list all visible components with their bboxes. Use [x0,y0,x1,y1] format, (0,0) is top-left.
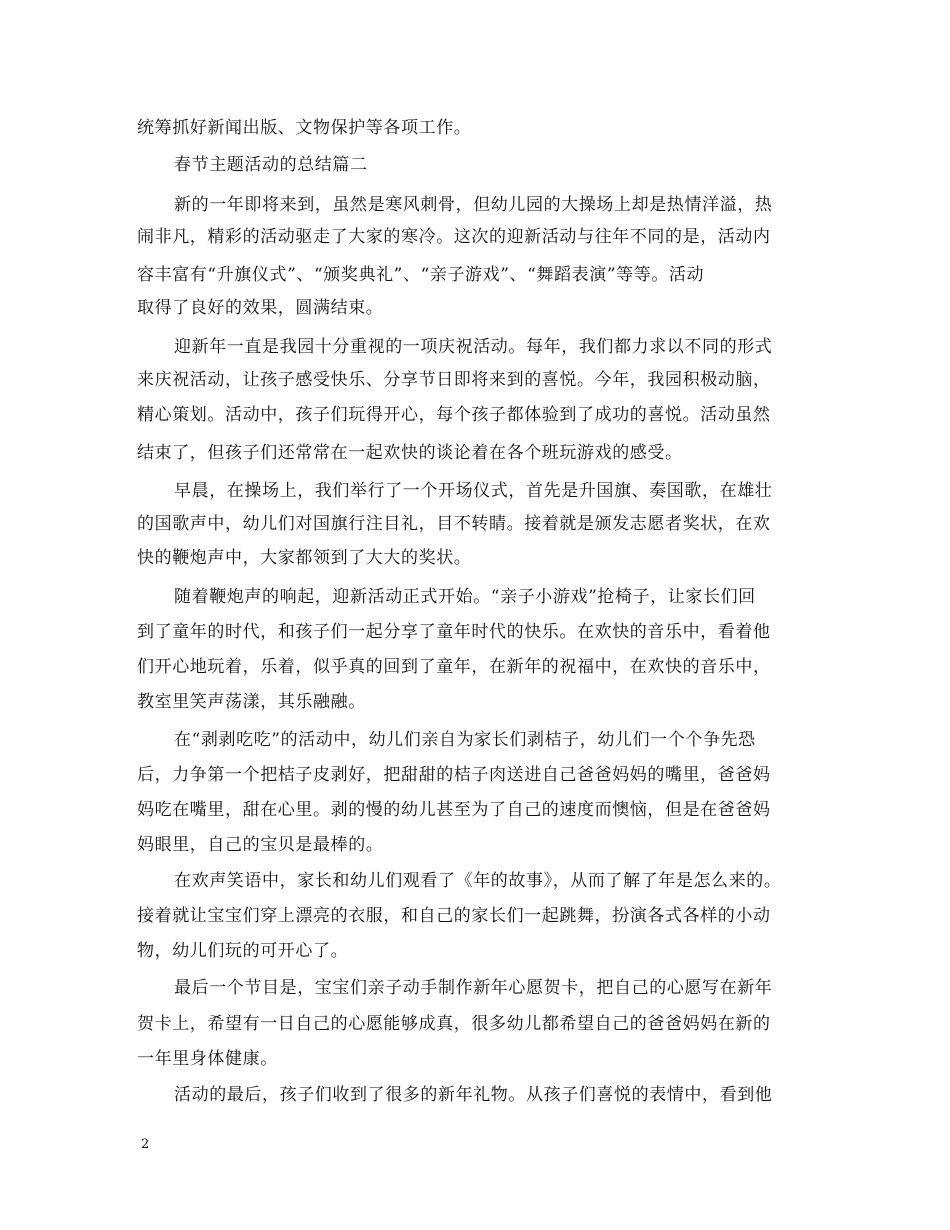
text-line: 到了童年的时代，和孩子们一起分享了童年时代的快乐。在欢快的音乐中，看着他 [137,622,771,642]
text-line: 后，力争第一个把桔子皮剥好，把甜甜的桔子肉送进自己爸爸妈妈的嘴里，爸爸妈 [137,765,771,785]
text-line: 迎新年一直是我园十分重视的一项庆祝活动。每年，我们都力求以不同的形式 [174,337,773,357]
text-line: 贺卡上，希望有一日自己的心愿能够成真，很多幼儿都希望自己的爸爸妈妈在新的 [137,1014,771,1034]
text-line: 新的一年即将来到，虽然是寒风刺骨，但幼儿园的大操场上却是热情洋溢，热 [174,195,773,215]
text-line: 闹非凡，精彩的活动驱走了大家的寒冷。这次的迎新活动与往年不同的是，活动内 [137,227,771,247]
text-line: 的国歌声中，幼儿们对国旗行注目礼，目不转睛。接着就是颁发志愿者奖状，在欢 [137,514,771,534]
text-line: 早晨，在操场上，我们举行了一个开场仪式，首先是升国旗、奏国歌，在雄壮 [174,481,773,501]
text-line: 活动的最后，孩子们收到了很多的新年礼物。从孩子们喜悦的表情中，看到他 [174,1085,773,1105]
text-line: 在欢声笑语中，家长和幼儿们观看了《年的故事》，从而了解了年是怎么来的。 [174,871,782,891]
text-line: 们开心地玩着，乐着，似乎真的回到了童年，在新年的祝福中，在欢快的音乐中， [137,657,771,677]
text-line: 随着鞭炮声的响起，迎新活动正式开始。“亲子小游戏”抢椅子，让家长们回 [174,587,756,607]
text-line: 容丰富有“升旗仪式”、“颁奖典礼”、“亲子游戏”、“舞蹈表演”等等。活动 [137,265,705,285]
text-line: 一年里身体健康。 [137,1049,278,1069]
text-line: 结束了，但孩子们还常常在一起欢快的谈论着在各个班玩游戏的感受。 [137,443,683,463]
text-line: 最后一个节目是，宝宝们亲子动手制作新年心愿贺卡，把自己的心愿写在新年 [174,978,773,998]
text-line: 春节主题活动的总结篇二 [174,155,368,175]
text-line: 快的鞭炮声中，大家都领到了大大的奖状。 [137,548,472,568]
text-line: 接着就让宝宝们穿上漂亮的衣服，和自己的家长们一起跳舞，扮演各式各样的小动 [137,906,771,926]
text-line: 统筹抓好新闻出版、文物保护等各项工作。 [137,118,472,138]
text-line: 物，幼儿们玩的可开心了。 [137,941,349,961]
text-line: 取得了良好的效果，圆满结束。 [137,298,384,318]
text-line: 在“剥剥吃吃”的活动中，幼儿们亲自为家长们剥桔子，幼儿们一个个争先恐 [174,730,756,750]
text-line: 精心策划。活动中，孩子们玩得开心，每个孩子都体验到了成功的喜悦。活动虽然 [137,405,771,425]
text-line: 妈眼里，自己的宝贝是最棒的。 [137,835,384,855]
text-line: 妈吃在嘴里，甜在心里。剥的慢的幼儿甚至为了自己的速度而懊恼，但是在爸爸妈 [137,800,771,820]
text-line: 来庆祝活动，让孩子感受快乐、分享节日即将来到的喜悦。今年，我园积极动脑， [137,370,771,390]
text-line: 教室里笑声荡漾，其乐融融。 [137,692,366,712]
page-number: 2 [141,1137,150,1152]
